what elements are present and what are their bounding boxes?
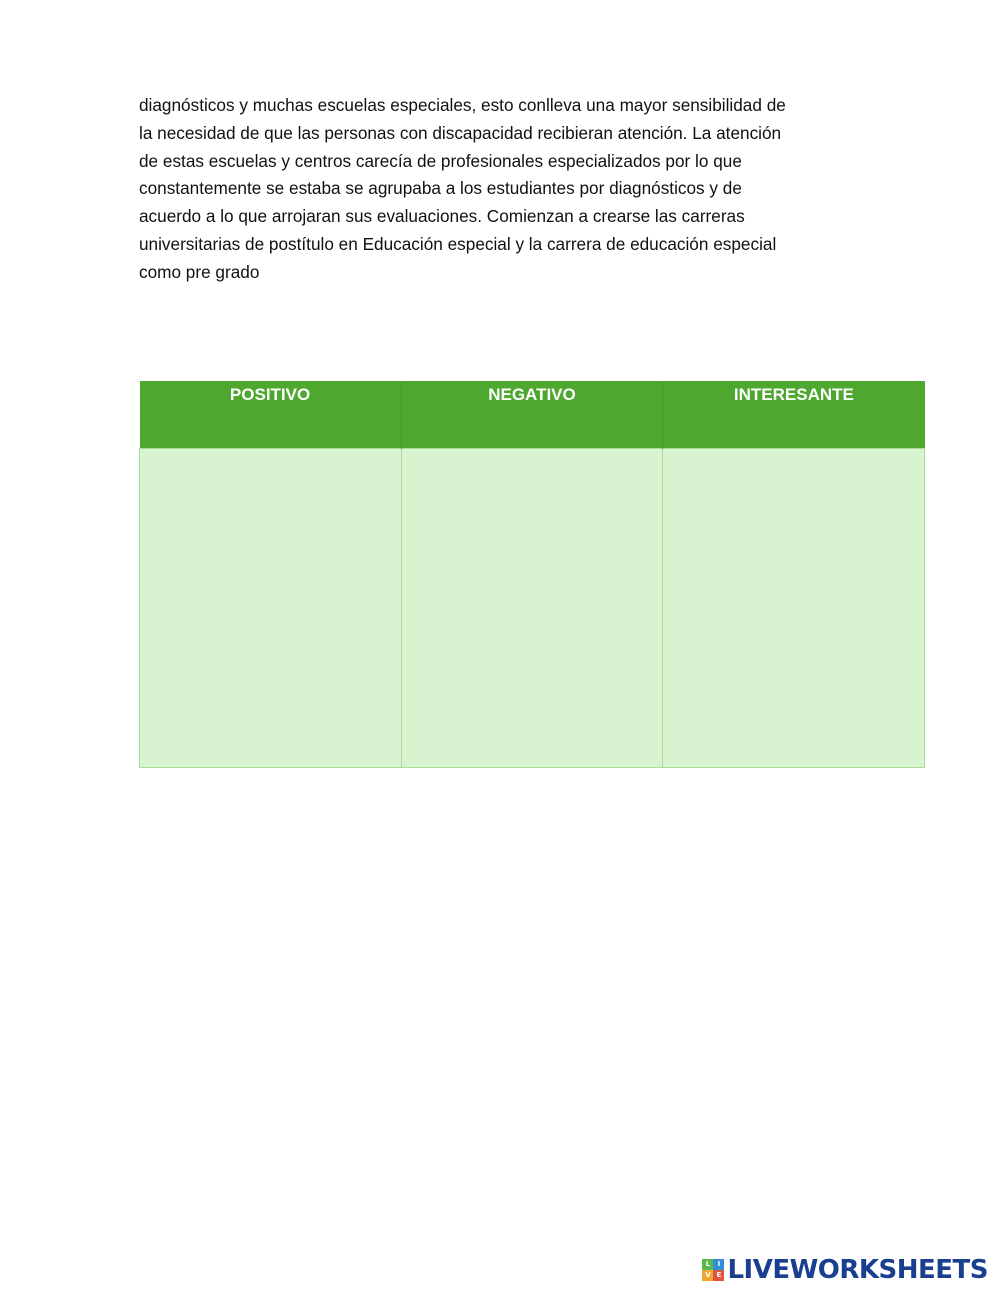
liveworksheets-logo: [702, 1255, 988, 1285]
answer-cell-positivo[interactable]: [140, 449, 402, 768]
body-paragraph: [139, 92, 869, 287]
paragraph-line: acuerdo a lo que arrojaran sus evaluaciones. Comienzan a crearse las carreras: [139, 206, 745, 227]
answer-cell-negativo[interactable]: [401, 449, 663, 768]
header-negativo: NEGATIVO: [401, 381, 663, 449]
answer-cell-interesante[interactable]: [663, 449, 925, 768]
paragraph-line: como pre grado: [139, 261, 260, 282]
paragraph-line: universitarias de postítulo en Educación especial y la carrera de educación especial: [139, 233, 777, 254]
paragraph-line: diagnósticos y muchas escuelas especiales, esto conlleva una mayor sensibilidad de: [139, 95, 786, 115]
logo-letter-e: E: [713, 1270, 724, 1281]
pni-table: [139, 381, 925, 768]
paragraph-line: constantemente se estaba se agrupaba a los estudiantes por diagnósticos y de: [139, 178, 742, 199]
liveworksheets-logo-icon: [702, 1259, 724, 1281]
paragraph-line: la necesidad de que las personas con discapacidad recibieran atención. La atención: [139, 122, 782, 143]
logo-letter-i: I: [713, 1259, 724, 1270]
logo-letter-v: V: [702, 1270, 713, 1281]
header-row: [140, 381, 925, 449]
header-interesante: INTERESANTE: [663, 381, 925, 449]
liveworksheets-wordmark: LIVEWORKSHEETS: [727, 1255, 988, 1285]
logo-letter-l: L: [702, 1259, 713, 1270]
header-positivo: POSITIVO: [140, 381, 402, 449]
answer-row: [140, 449, 925, 768]
paragraph-line: de estas escuelas y centros carecía de profesionales especializados por lo que: [139, 150, 742, 171]
